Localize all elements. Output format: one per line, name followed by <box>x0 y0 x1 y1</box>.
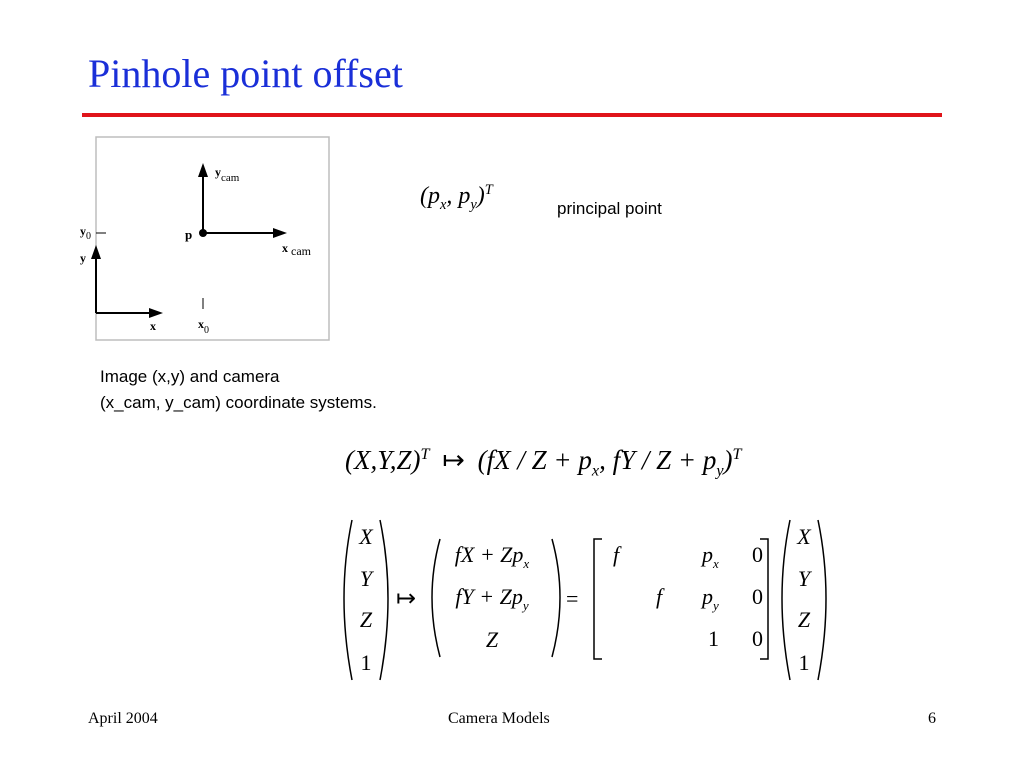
m-1-1: f <box>656 584 663 609</box>
principal-point-label: principal point <box>557 199 662 218</box>
p-label: p <box>185 227 193 242</box>
vr-3: 1 <box>798 650 810 675</box>
vr-2: Z <box>797 607 811 632</box>
x-label: x <box>150 319 156 333</box>
maps-to: ↦ <box>396 586 417 612</box>
m-0-3: 0 <box>752 542 763 567</box>
m-2-2: 1 <box>708 626 719 651</box>
m-0-0: f <box>613 542 620 567</box>
x-cam-label: x cam <box>282 241 311 258</box>
y-arrowhead <box>91 245 101 259</box>
homogeneous-equation <box>330 512 850 687</box>
slide-title: Pinhole point offset <box>88 51 403 96</box>
equals: = <box>566 586 579 611</box>
vout-0: fX + $Zp_x$ <box>454 542 530 571</box>
principal-point-dot <box>199 229 207 237</box>
m-1-2: $p_y$ <box>702 584 719 613</box>
x-arrowhead <box>149 308 163 318</box>
coordinate-diagram <box>75 135 340 345</box>
footer-page-number: 6 <box>928 710 936 727</box>
footer-topic: Camera Models <box>448 710 550 727</box>
y-cam-arrowhead <box>198 163 208 177</box>
y0-label: $y_0$ <box>80 224 91 242</box>
vin-1: Y <box>359 566 373 591</box>
vr-1: Y <box>797 566 811 591</box>
x-cam-arrowhead <box>273 228 287 238</box>
m-2-3: 0 <box>752 626 763 651</box>
y-cam-label: ycam <box>215 165 240 184</box>
diagram-caption <box>100 364 377 416</box>
caption-line-1: Image (x,y) and camera <box>100 367 280 386</box>
m-1-3: 0 <box>752 584 763 609</box>
title-divider <box>82 113 942 117</box>
y-label: y <box>80 251 86 265</box>
vr-0: X <box>797 524 811 549</box>
vin-2: Z <box>359 607 373 632</box>
vin-0: X <box>359 524 373 549</box>
vin-3: 1 <box>360 650 372 675</box>
m-0-2: $p_x$ <box>702 542 719 571</box>
vout-1: fY + $Zp_y$ <box>455 584 529 613</box>
caption-line-2: (x_cam, y_cam) coordinate systems. <box>100 393 377 412</box>
projection-equation: $(X,Y,Z)^T$ ↦ ($fX / Z + p_x$, fY / $Z + p_y)^T$ <box>345 445 742 480</box>
x0-label: $x_0$ <box>198 317 209 336</box>
vout-2: Z <box>485 627 499 652</box>
diagram-frame <box>96 137 329 340</box>
footer-date: April 2004 <box>88 710 158 727</box>
principal-point-formula: ($p_x$, $p_y)^T$ <box>420 182 493 213</box>
